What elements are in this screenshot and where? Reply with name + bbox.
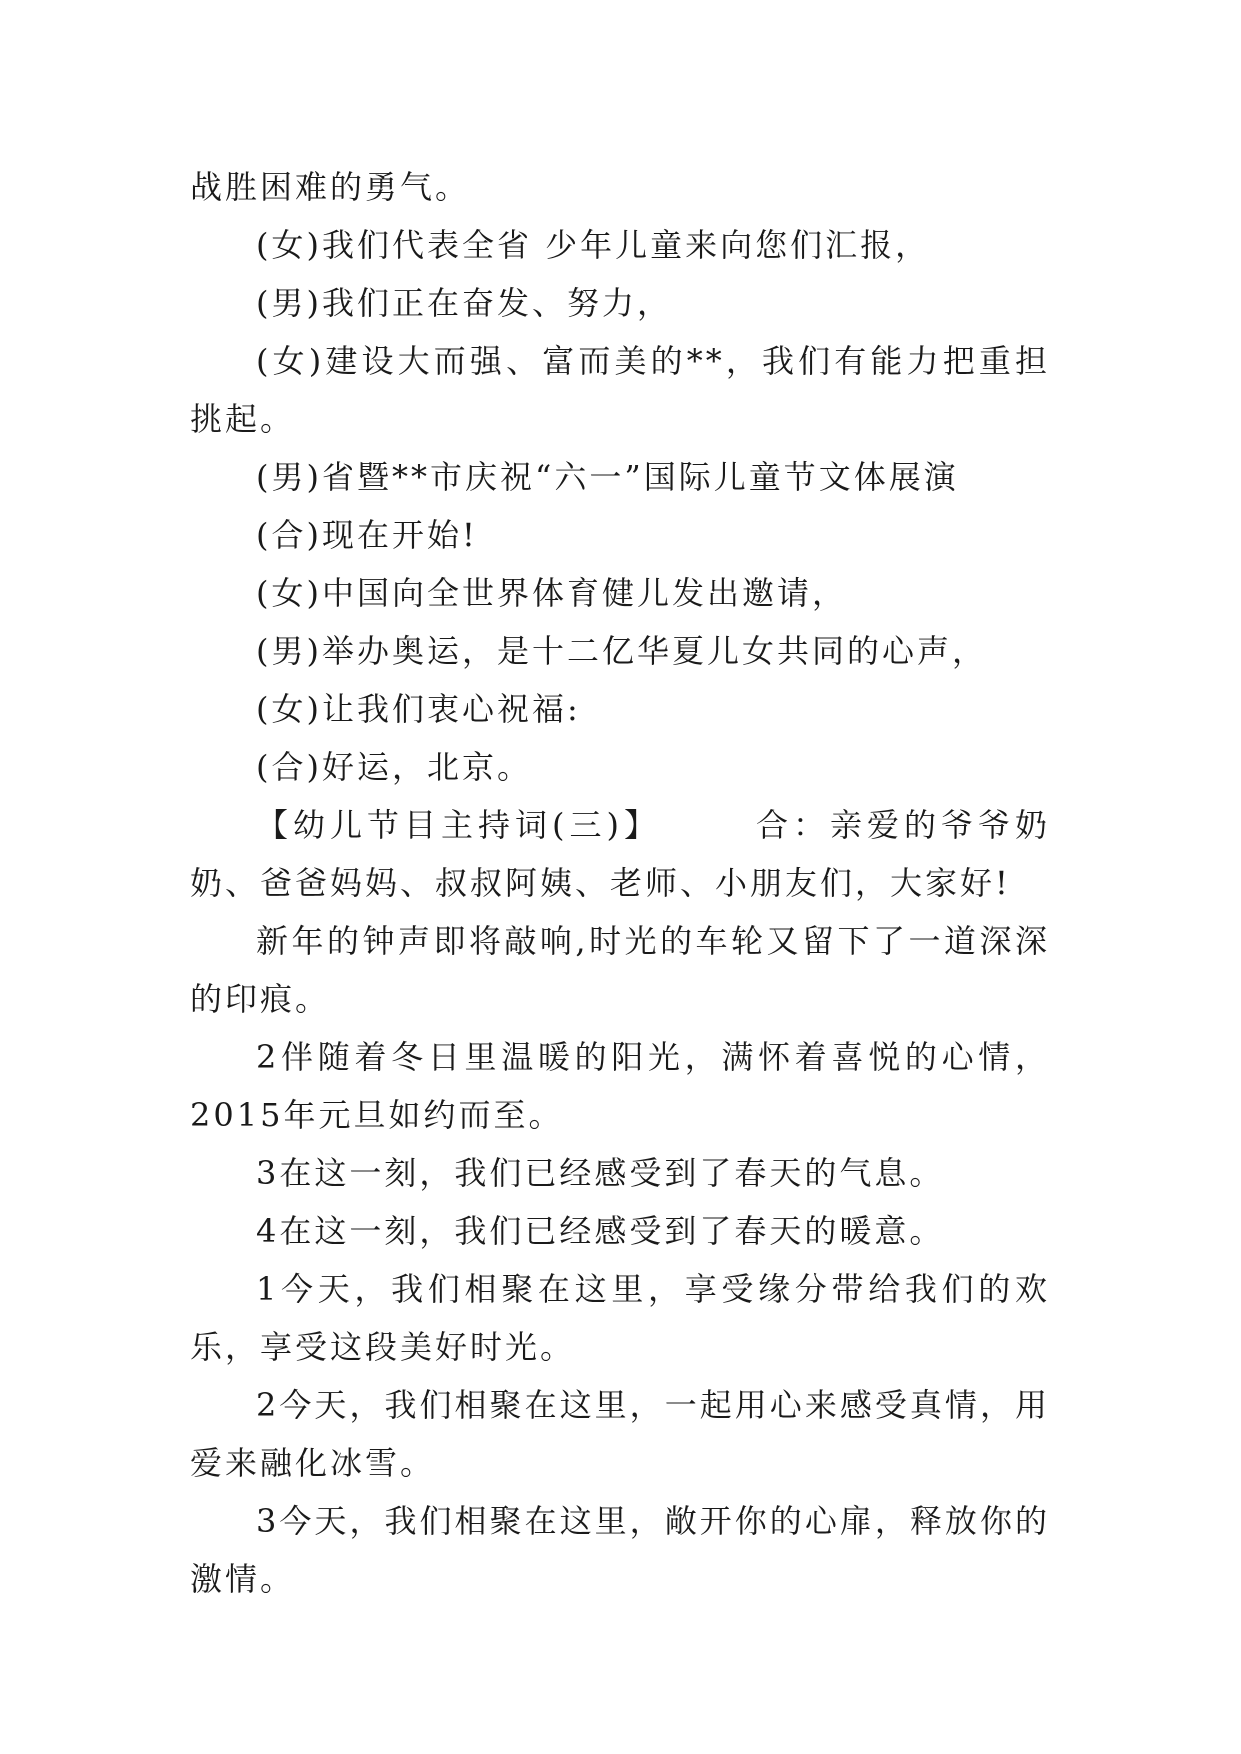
document-body — [190, 158, 1050, 1608]
paragraph: (合)现在开始! — [256, 516, 478, 554]
paragraph: (男)我们正在奋发、努力， — [256, 284, 672, 322]
paragraph: 2今天，我们相聚在这里，一起用心来感受真情，用爱来融化冰雪。 — [190, 1386, 1050, 1482]
paragraph: (男)举办奥运，是十二亿华夏儿女共同的心声， — [256, 632, 987, 670]
section-heading-paragraph: 【幼儿节目主持词(三)】 合：亲爱的爷爷奶奶、爸爸妈妈、叔叔阿姨、老师、小朋友们，大家好! — [190, 806, 1050, 902]
paragraph: (男)省暨**市庆祝“六一”国际儿童节文体展演 — [256, 458, 959, 496]
paragraph: (女)中国向全世界体育健儿发出邀请， — [256, 574, 847, 612]
paragraph: 战胜困难的勇气。 — [190, 168, 471, 206]
paragraph: 3今天，我们相聚在这里，敞开你的心扉，释放你的激情。 — [190, 1502, 1050, 1598]
paragraph: (女)让我们衷心祝福: — [256, 690, 581, 728]
paragraph: 4在这一刻，我们已经感受到了春天的暖意。 — [256, 1212, 945, 1250]
paragraph: (合)好运，北京。 — [256, 748, 532, 786]
paragraph: 3在这一刻，我们已经感受到了春天的气息。 — [256, 1154, 945, 1192]
paragraph: 1今天，我们相聚在这里，享受缘分带给我们的欢乐，享受这段美好时光。 — [190, 1270, 1050, 1366]
paragraph: (女)我们代表全省 少年儿童来向您们汇报， — [256, 226, 931, 264]
paragraph: 2伴随着冬日里温暖的阳光，满怀着喜悦的心情，2015年元旦如约而至。 — [190, 1038, 1050, 1134]
paragraph: (女)建设大而强、富而美的**，我们有能力把重担挑起。 — [190, 342, 1050, 438]
paragraph: 新年的钟声即将敲响,时光的车轮又留下了一道深深的印痕。 — [190, 922, 1050, 1018]
